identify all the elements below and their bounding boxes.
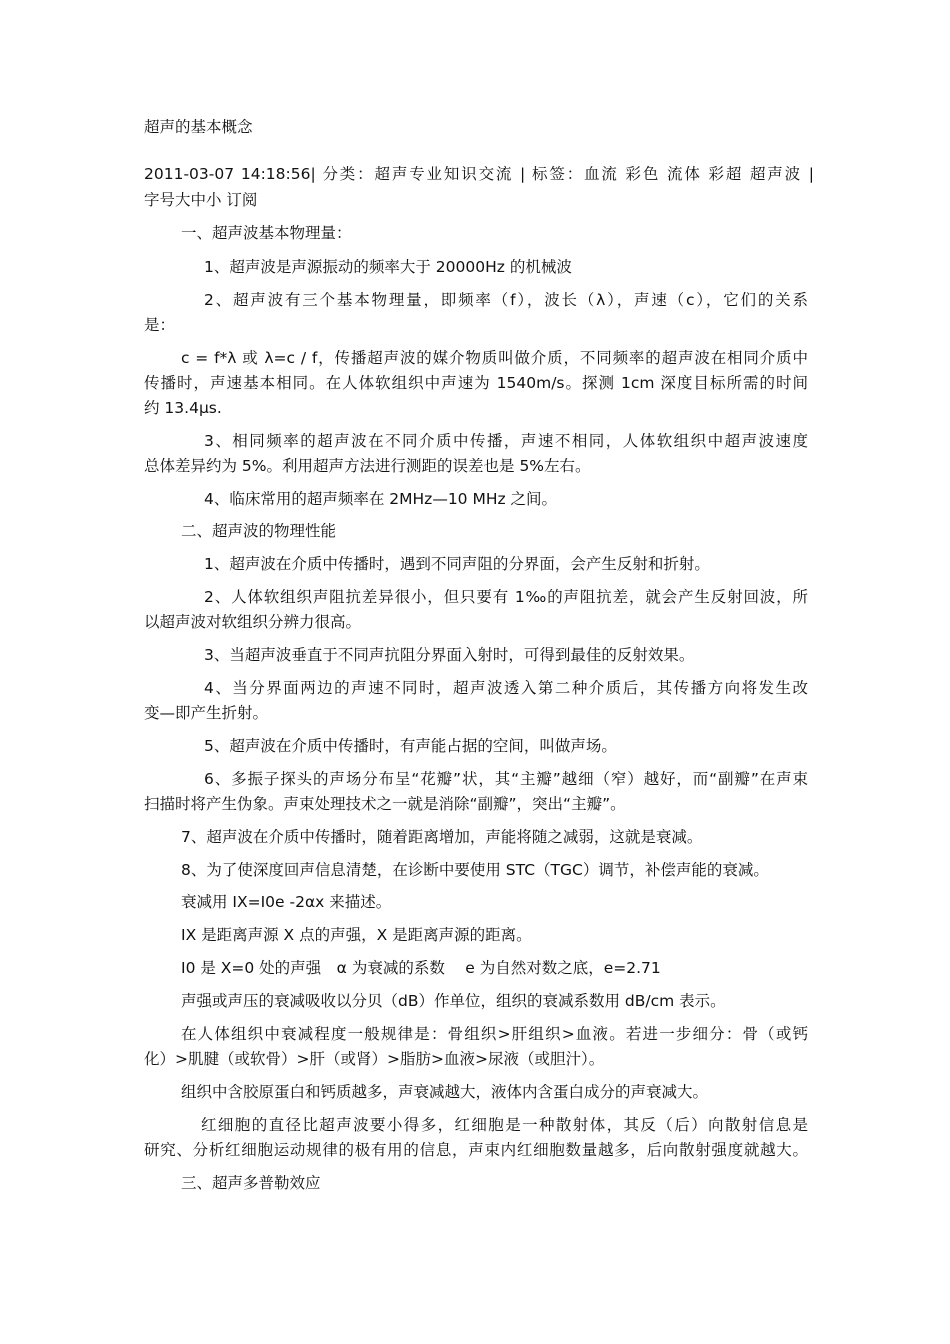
paragraph-line: 7、超声波在介质中传播时，随着距离增加，声能将随之减弱，这就是衰减。 [181, 828, 703, 846]
paragraph-line: 声强或声压的衰减吸收以分贝（dB）作单位，组织的衰减系数用 dB/cm 表示。 [181, 992, 726, 1010]
paragraph-line: 变—即产生折射。 [144, 704, 269, 722]
paragraph-line: 1、超声波在介质中传播时，遇到不同声阻的分界面，会产生反射和折射。 [204, 555, 710, 573]
paragraph-line: 4、当分界面两边的声速不同时，超声波透入第二种介质后，其传播方向将发生改 [204, 679, 808, 697]
paragraph-line: 总体差异约为 5%。利用超声方法进行测距的误差也是 5%左右。 [144, 457, 591, 475]
paragraph-line: 约 13.4μs. [144, 399, 222, 417]
paragraph-line: 扫描时将产生伪象。声束处理技术之一就是消除“副瓣”，突出“主瓣”。 [144, 795, 626, 813]
paragraph-line: 红细胞的直径比超声波要小得多，红细胞是一种散射体，其反（后）向散射信息是 [201, 1116, 808, 1134]
paragraph-line: 以超声波对软组织分辨力很高。 [144, 613, 362, 631]
paragraph-line: 在人体组织中衰减程度一般规律是：骨组织>肝组织>血液。若进一步细分：骨（或钙 [181, 1025, 808, 1043]
document-title: 超声的基本概念 [144, 118, 253, 136]
paragraph-line: 组织中含胶原蛋白和钙质越多，声衰减越大，液体内含蛋白成分的声衰减大。 [181, 1083, 709, 1101]
paragraph-line: 2、超声波有三个基本物理量，即频率（f），波长（λ），声速（c），它们的关系 [204, 291, 808, 309]
paragraph-line: 1、超声波是声源振动的频率大于 20000Hz 的机械波 [204, 258, 572, 276]
paragraph-line: I0 是 X=0 处的声强 α 为衰减的系数 e 为自然对数之底，e=2.71 [181, 959, 661, 977]
paragraph-line: 衰减用 IX=I0e -2αx 来描述。 [181, 893, 392, 911]
paragraph-line: IX 是距离声源 X 点的声强，X 是距离声源的距离。 [181, 926, 532, 944]
meta-line-font-size-subscribe: 字号大中小 订阅 [144, 191, 258, 209]
paragraph-line: 8、为了使深度回声信息清楚，在诊断中要使用 STC（TGC）调节，补偿声能的衰减。 [181, 861, 769, 879]
paragraph-line: 传播时，声速基本相同。在人体软组织中声速为 1540m/s。探测 1cm 深度目标所需的时间 [144, 374, 808, 392]
paragraph-line: 研究、分析红细胞运动规律的极有用的信息，声束内红细胞数量越多，后向散射强度就越大。 [144, 1141, 808, 1159]
paragraph-line: 3、相同频率的超声波在不同介质中传播，声速不相同，人体软组织中超声波速度 [204, 432, 808, 450]
meta-line: 2011-03-07 14:18:56| 分类：超声专业知识交流 | 标签：血流 彩色 流体 彩超 超声波 | [144, 165, 814, 183]
paragraph-line: 6、多振子探头的声场分布呈“花瓣”状，其“主瓣”越细（窄）越好，而“副瓣”在声束 [204, 770, 808, 788]
paragraph-line: 4、临床常用的超声频率在 2MHz—10 MHz 之间。 [204, 490, 558, 508]
section-heading: 一、超声波基本物理量： [181, 224, 352, 242]
paragraph-line: 化）>肌腱（或软骨）>肝（或肾）>脂肪>血液>尿液（或胆汁）。 [144, 1050, 605, 1068]
section-heading: 二、超声波的物理性能 [181, 522, 337, 540]
paragraph-line: 3、当超声波垂直于不同声抗阻分界面入射时，可得到最佳的反射效果。 [204, 646, 695, 664]
paragraph-line: 2、人体软组织声阻抗差异很小，但只要有 1‰的声阻抗差，就会产生反射回波，所 [204, 588, 808, 606]
section-heading: 三、超声多普勒效应 [181, 1174, 321, 1192]
paragraph-line: c = f*λ 或 λ=c / f，传播超声波的媒介物质叫做介质，不同频率的超声波在相同介质中 [181, 349, 808, 367]
paragraph-line: 5、超声波在介质中传播时，有声能占据的空间，叫做声场。 [204, 737, 617, 755]
paragraph-line: 是： [144, 316, 176, 334]
